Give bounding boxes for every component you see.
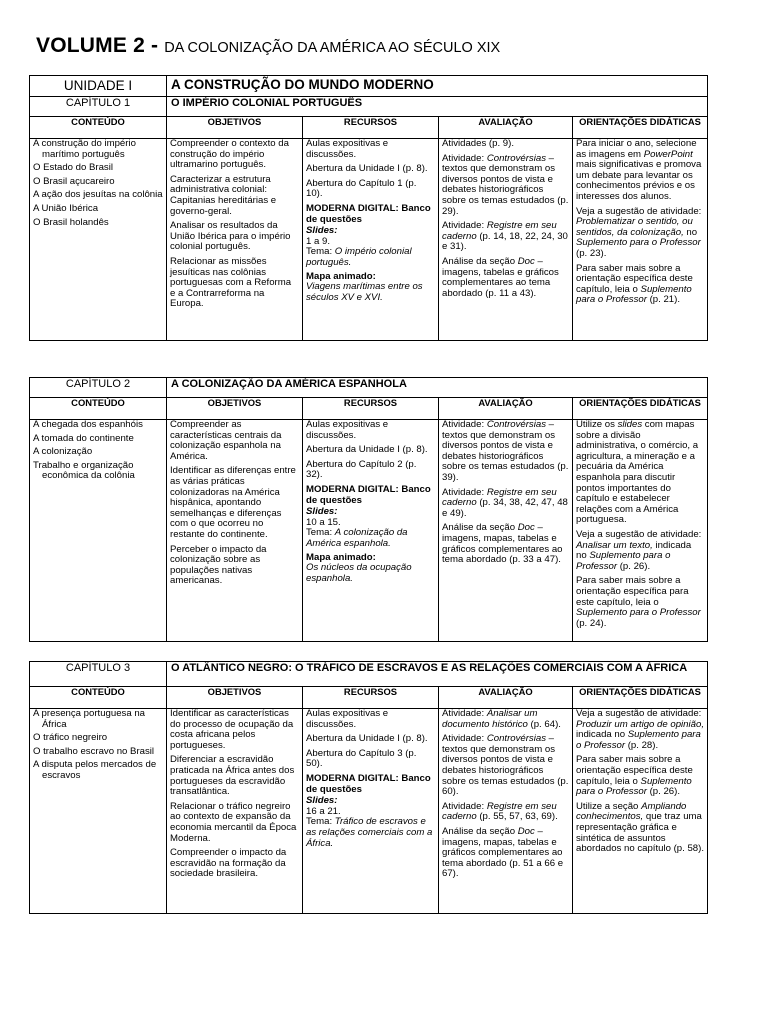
conteudo-cell bbox=[30, 709, 167, 914]
list-item: Atividade: Controvérsias – textos que demonstram os diversos pontos de vista e debates historiográficos sobre os temas estudados (p. 60). bbox=[442, 733, 569, 798]
list-item: Abertura da Unidade I (p. 8). bbox=[306, 444, 428, 456]
header-avaliacao: AVALIAÇÃO bbox=[439, 687, 573, 709]
moderna-digital-label: MODERNA DIGITAL: Banco de questões bbox=[306, 483, 431, 506]
list-item: Abertura da Unidade I (p. 8). bbox=[306, 163, 428, 175]
list-item: Utilize a seção Ampliando conhecimentos, que traz uma representação gráfica e sintética de assuntos abordados no capítulo (p. 58). bbox=[576, 800, 705, 855]
header-objetivos: OBJETIVOS bbox=[167, 398, 303, 420]
list-item: Atividade: Registre em seu caderno (p. 34, 38, 42, 47, 48 e 49). bbox=[442, 486, 568, 519]
mapa-text: Os núcleos da ocupação espanhola. bbox=[306, 562, 412, 584]
list-item: O Estado do Brasil bbox=[33, 162, 113, 174]
volume-label: VOLUME 2 - bbox=[36, 34, 159, 57]
list-item: Analisar os resultados da União Ibérica para o império colonial português. bbox=[170, 220, 291, 253]
content-row bbox=[30, 139, 708, 341]
list-item: Relacionar as missões jesuíticas nas colônias portuguesas com a Reforma e a Contrarreforma na Europa. bbox=[170, 255, 292, 310]
header-objetivos: OBJETIVOS bbox=[167, 117, 303, 139]
chapter-label: CAPÍTULO 3 bbox=[30, 662, 167, 687]
mapa-block bbox=[306, 553, 435, 585]
list-item: Atividade: Controvérsias – textos que demonstram os diversos pontos de vista e debates historiográficos sobre os temas estudados (p. 29). bbox=[442, 152, 569, 217]
list-item: Aulas expositivas e discussões. bbox=[306, 708, 389, 730]
tema-text: O império colonial português. bbox=[306, 246, 412, 268]
tema-text: A colonização da América espanhola. bbox=[306, 527, 408, 549]
objetivos-cell bbox=[167, 709, 303, 914]
list-item: Veja a sugestão de atividade: Analisar um texto, indicada no Suplemento para o Professor (p. 26). bbox=[576, 528, 702, 572]
header-objetivos: OBJETIVOS bbox=[167, 687, 303, 709]
list-item: Compreender o contexto da construção do império ultramarino português. bbox=[170, 138, 289, 171]
moderna-digital-label: MODERNA DIGITAL: Banco de questões bbox=[306, 772, 431, 795]
slides-range: 1 a 9. bbox=[306, 235, 331, 247]
list-item: Relacionar o tráfico negreiro ao contexto de expansão da economia mercantil da Época Moderna. bbox=[170, 800, 297, 844]
chapter-row bbox=[30, 378, 708, 398]
unit-label: UNIDADE I bbox=[30, 76, 167, 97]
list-item: Compreender as características centrais da colonização espanhola na América. bbox=[170, 419, 282, 462]
slides-label: Slides: bbox=[306, 225, 338, 237]
list-item: A chegada dos espanhóis bbox=[33, 419, 143, 430]
tema-label: Tema: bbox=[306, 246, 333, 258]
list-item: Trabalho e organização econômica da colônia bbox=[33, 459, 135, 482]
slides-range: 10 a 15. bbox=[306, 516, 341, 528]
recursos-cell bbox=[303, 420, 439, 642]
mapa-label: Mapa animado: bbox=[306, 270, 376, 282]
orientacoes-cell bbox=[573, 139, 708, 341]
objetivos-cell bbox=[167, 139, 303, 341]
header-recursos: RECURSOS bbox=[303, 117, 439, 139]
header-avaliacao: AVALIAÇÃO bbox=[439, 117, 573, 139]
volume-subtitle: DA COLONIZAÇÃO DA AMÉRICA AO SÉCULO XIX bbox=[164, 40, 501, 56]
list-item: Abertura da Unidade I (p. 8). bbox=[306, 733, 428, 745]
tema-label: Tema: bbox=[306, 816, 333, 828]
mapa-text: Viagens marítimas entre os séculos XV e XVI. bbox=[306, 281, 423, 303]
orientacoes-cell bbox=[573, 420, 708, 642]
conteudo-cell bbox=[30, 139, 167, 341]
column-header-row bbox=[30, 687, 708, 709]
header-recursos: RECURSOS bbox=[303, 687, 439, 709]
chapter-label: CAPÍTULO 1 bbox=[30, 97, 167, 117]
avaliacao-cell bbox=[439, 709, 573, 914]
header-orientacoes: ORIENTAÇÕES DIDÁTICAS bbox=[573, 687, 708, 709]
column-header-row bbox=[30, 117, 708, 139]
slides-block bbox=[306, 507, 435, 549]
list-item: O tráfico negreiro bbox=[33, 732, 108, 744]
list-item: A colonização bbox=[33, 446, 93, 458]
list-item: Para saber mais sobre a orientação específica para este capítulo, leia o Suplemento para o Professor (p. 24). bbox=[576, 575, 701, 629]
list-item: Abertura do Capítulo 1 (p. 10). bbox=[306, 177, 417, 200]
list-item: Abertura do Capítulo 2 (p. 32). bbox=[306, 458, 417, 481]
unit-title: A CONSTRUÇÃO DO MUNDO MODERNO bbox=[167, 76, 708, 97]
mapa-block bbox=[306, 272, 435, 304]
header-avaliacao: AVALIAÇÃO bbox=[439, 398, 573, 420]
content-row bbox=[30, 420, 708, 642]
chapter-row bbox=[30, 662, 708, 687]
list-item: Identificar as características do processo de ocupação da costa africana pelos portugueses. bbox=[170, 708, 294, 751]
slides-block bbox=[306, 796, 435, 849]
chapter-label: CAPÍTULO 2 bbox=[30, 378, 167, 398]
list-item: Análise da seção Doc – imagens, tabelas e gráficos complementares ao tema abordado (p. 11 a 43). bbox=[442, 255, 559, 299]
content-row bbox=[30, 709, 708, 914]
list-item: Veja a sugestão de atividade: Produzir um artigo de opinião, indicada no Suplemento para o Professor (p. 28). bbox=[576, 708, 704, 751]
mapa-label: Mapa animado: bbox=[306, 551, 376, 563]
chapter-title: O ATLÂNTICO NEGRO: O TRÁFICO DE ESCRAVOS E AS RELAÇÕES COMERCIAIS COM A ÁFRICA bbox=[167, 662, 708, 687]
list-item: Veja a sugestão de atividade: Problematizar o sentido, ou sentidos, da colonização, no Suplemento para o Professor (p. 23). bbox=[576, 205, 702, 259]
tema-label: Tema: bbox=[306, 527, 333, 539]
chapter-1-table bbox=[29, 75, 708, 341]
unit-row bbox=[30, 76, 708, 97]
avaliacao-cell bbox=[439, 420, 573, 642]
list-item: Para saber mais sobre a orientação específica deste capítulo, leia o Suplemento para o Professor (p. 26). bbox=[576, 754, 693, 798]
tema-text: Tráfico de escravos e as relações comerciais com a África. bbox=[306, 816, 433, 849]
header-conteudo: CONTEÚDO bbox=[30, 398, 167, 420]
chapter-title: A COLONIZAÇÃO DA AMÉRICA ESPANHOLA bbox=[167, 378, 708, 398]
slides-block bbox=[306, 226, 435, 268]
chapter-row bbox=[30, 97, 708, 117]
list-item: Utilize os slides com mapas sobre a divisão administrativa, o comércio, a agricultura, a mineração e a pecuária da América espanhola para discutir pontos importantes do capítulo e estabelecer relações com a América portuguesa. bbox=[576, 419, 699, 526]
objetivos-cell bbox=[167, 420, 303, 642]
header-orientacoes: ORIENTAÇÕES DIDÁTICAS bbox=[573, 398, 708, 420]
list-item: Atividades (p. 9). bbox=[442, 138, 514, 149]
list-item: Aulas expositivas e discussões. bbox=[306, 138, 389, 160]
header-recursos: RECURSOS bbox=[303, 398, 439, 420]
volume-heading bbox=[36, 34, 500, 58]
list-item: Análise da seção Doc – imagens, mapas, tabelas e gráficos complementares ao tema abordado (p. 51 a 66 e 67). bbox=[442, 825, 564, 880]
list-item: Análise da seção Doc – imagens, mapas, tabelas e gráficos complementares ao tema abordado (p. 33 a 47). bbox=[442, 522, 563, 566]
list-item: Identificar as diferenças entre as várias práticas colonizadoras na América hispânica, apontando semelhanças e diferenças com o que ocorreu no restante do continente. bbox=[170, 465, 296, 540]
header-conteudo: CONTEÚDO bbox=[30, 687, 167, 709]
moderna-digital-label: MODERNA DIGITAL: Banco de questões bbox=[306, 202, 431, 225]
conteudo-cell bbox=[30, 420, 167, 642]
header-orientacoes: ORIENTAÇÕES DIDÁTICAS bbox=[573, 117, 708, 139]
list-item: O Brasil açucareiro bbox=[33, 175, 115, 187]
list-item: A disputa pelos mercados de escravos bbox=[33, 759, 157, 781]
list-item: Atividade: Registre em seu caderno (p. 14, 18, 22, 24, 30 e 31). bbox=[442, 220, 568, 253]
list-item: Para iniciar o ano, selecione as imagens em PowerPoint mais significativas e promova um debate para levantar os conhecimentos prévios e os interesses dos alunos. bbox=[576, 138, 702, 202]
list-item: A presença portuguesa na África bbox=[33, 708, 146, 730]
list-item: O trabalho escravo no Brasil bbox=[33, 745, 155, 757]
recursos-cell bbox=[303, 139, 439, 341]
list-item: Perceber o impacto da colonização sobre as populações nativas americanas. bbox=[170, 543, 267, 587]
slides-label: Slides: bbox=[306, 795, 338, 807]
list-item: Aulas expositivas e discussões. bbox=[306, 419, 389, 441]
list-item: O Brasil holandês bbox=[33, 216, 109, 228]
slides-label: Slides: bbox=[306, 506, 338, 518]
list-item: Atividade: Controvérsias – textos que demonstram os diversos pontos de vista e debates historiográficos sobre os temas estudados (p. 39). bbox=[442, 419, 569, 483]
list-item: Diferenciar a escravidão praticada na África antes dos portugueses da escravidão transatlântica. bbox=[170, 754, 295, 798]
list-item: A ação dos jesuítas na colônia bbox=[33, 189, 163, 201]
list-item: Abertura do Capítulo 3 (p. 50). bbox=[306, 747, 417, 770]
header-conteudo: CONTEÚDO bbox=[30, 117, 167, 139]
column-header-row bbox=[30, 398, 708, 420]
list-item: A construção do império marítimo português bbox=[33, 138, 136, 160]
avaliacao-cell bbox=[439, 139, 573, 341]
list-item: Para saber mais sobre a orientação específica deste capítulo, leia o Suplemento para o Professor (p. 21). bbox=[576, 262, 693, 306]
recursos-cell bbox=[303, 709, 439, 914]
chapter-3-table bbox=[29, 661, 708, 914]
list-item: Compreender o impacto da escravidão na formação da sociedade brasileira. bbox=[170, 847, 287, 880]
list-item: A tomada do continente bbox=[33, 432, 134, 444]
chapter-2-table bbox=[29, 377, 708, 642]
chapter-title: O IMPÉRIO COLONIAL PORTUGUÊS bbox=[167, 97, 708, 117]
list-item: A União Ibérica bbox=[33, 202, 99, 214]
list-item: Caracterizar a estrutura administrativa colonial: Capitanias hereditárias e governo-geral. bbox=[170, 173, 277, 217]
orientacoes-cell bbox=[573, 709, 708, 914]
list-item: Atividade: Registre em seu caderno (p. 55, 57, 63, 69). bbox=[442, 800, 558, 823]
slides-range: 16 a 21. bbox=[306, 805, 341, 817]
list-item: Atividade: Analisar um documento histórico (p. 64). bbox=[442, 708, 561, 730]
